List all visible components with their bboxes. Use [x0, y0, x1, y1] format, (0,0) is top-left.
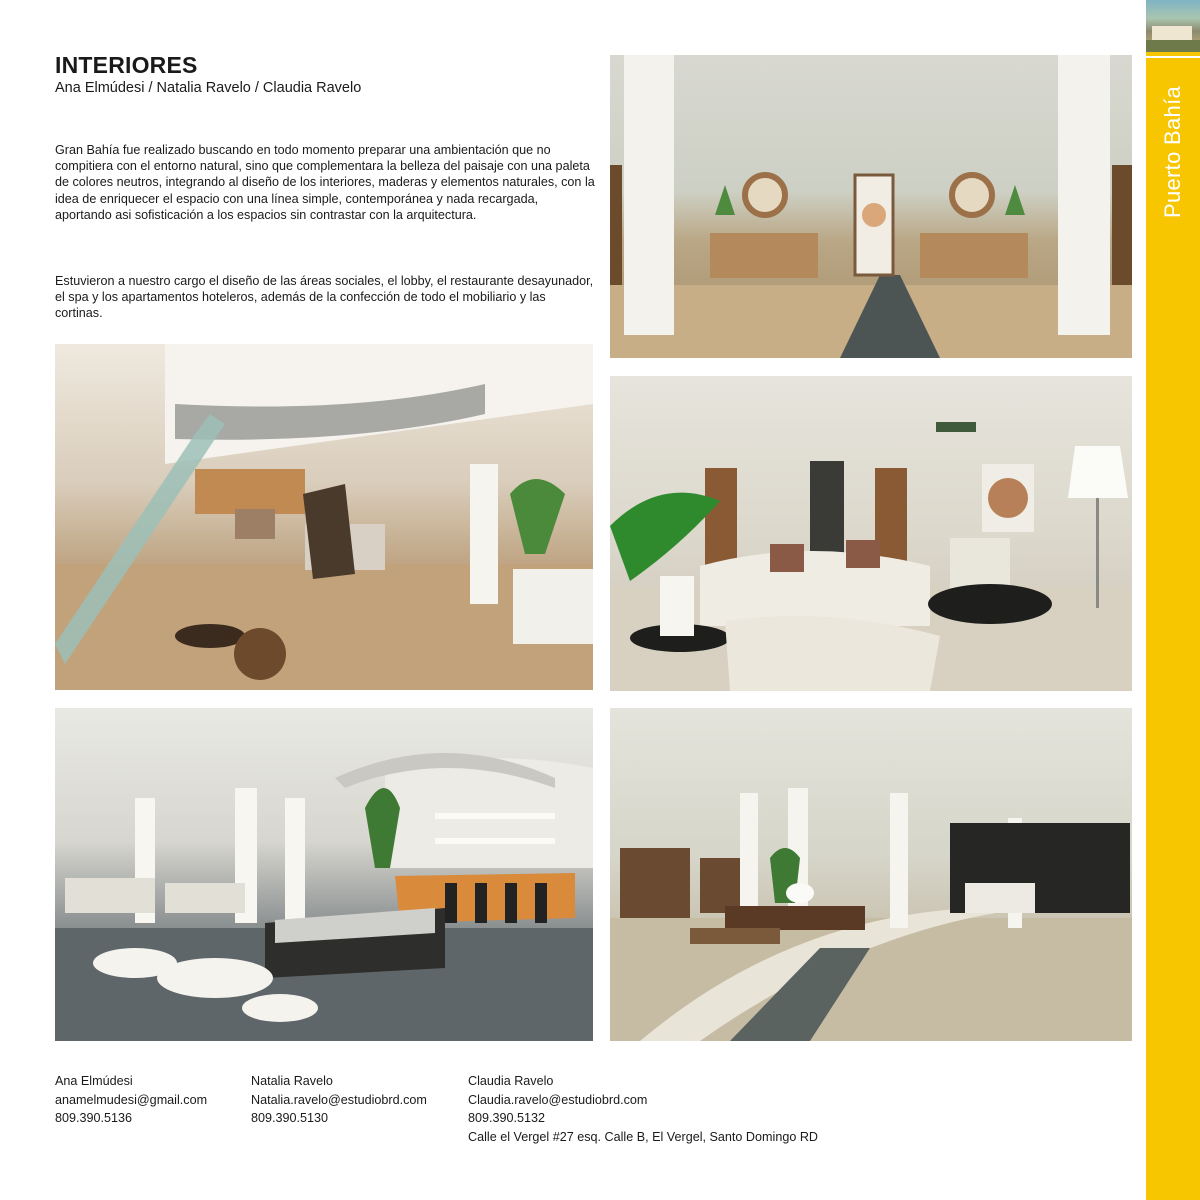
authors-line: Ana Elmúdesi / Natalia Ravelo / Claudia Ravelo: [55, 80, 362, 96]
side-band-label-container: [1152, 58, 1192, 228]
contact-email[interactable]: Natalia.ravelo@estudiobrd.com: [251, 1092, 427, 1107]
side-band-thumbnail-image: [1146, 0, 1200, 52]
contact-email[interactable]: Claudia.ravelo@estudiobrd.com: [468, 1092, 648, 1107]
contact-name: Claudia Ravelo: [468, 1074, 554, 1088]
contact-phone: 809.390.5132: [468, 1111, 546, 1126]
photo-staircase-atrium: [55, 344, 593, 690]
contact-name: Ana Elmúdesi: [55, 1074, 133, 1088]
contact-name: Natalia Ravelo: [251, 1074, 333, 1088]
page-title: INTERIORES: [55, 52, 198, 78]
contact-natalia-ravelo: [251, 1072, 427, 1128]
contact-email[interactable]: anamelmudesi@gmail.com: [55, 1092, 208, 1107]
contact-phone: 809.390.5136: [55, 1111, 133, 1126]
contact-ana-elmudesi: [55, 1072, 207, 1128]
photo-lounge-bar: [55, 708, 593, 1041]
photo-lobby-columns: [610, 55, 1132, 358]
contact-address: Calle el Vergel #27 esq. Calle B, El Vergel, Santo Domingo RD: [468, 1130, 819, 1145]
body-paragraph-2: Estuvieron a nuestro cargo el diseño de las áreas sociales, el lobby, el restaurante desayunador, el spa y los apartamentos hoteleros, además de la confección de todo el mobiliario y las cortinas.: [55, 274, 594, 321]
body-paragraph-1: Gran Bahía fue realizado buscando en todo momento preparar una ambientación que no compitiera con el entorno natural, sino que complementara la belleza del paisaje con una paleta de colores neutros, integrando al diseño de los interiores, maderas y elementos naturales, con la idea de enriquecer el espacio con una línea simple, contemporánea y nada recargada, aportando asi sofisticación a los espacios sin contrastar con la arquitectura.: [55, 143, 595, 222]
contact-phone: 809.390.5130: [251, 1111, 329, 1126]
photo-lobby-night: [610, 708, 1132, 1041]
photo-living-room: [610, 376, 1132, 691]
contact-claudia-ravelo: [468, 1072, 818, 1147]
side-band-label: Puerto Bahía: [1160, 85, 1185, 218]
